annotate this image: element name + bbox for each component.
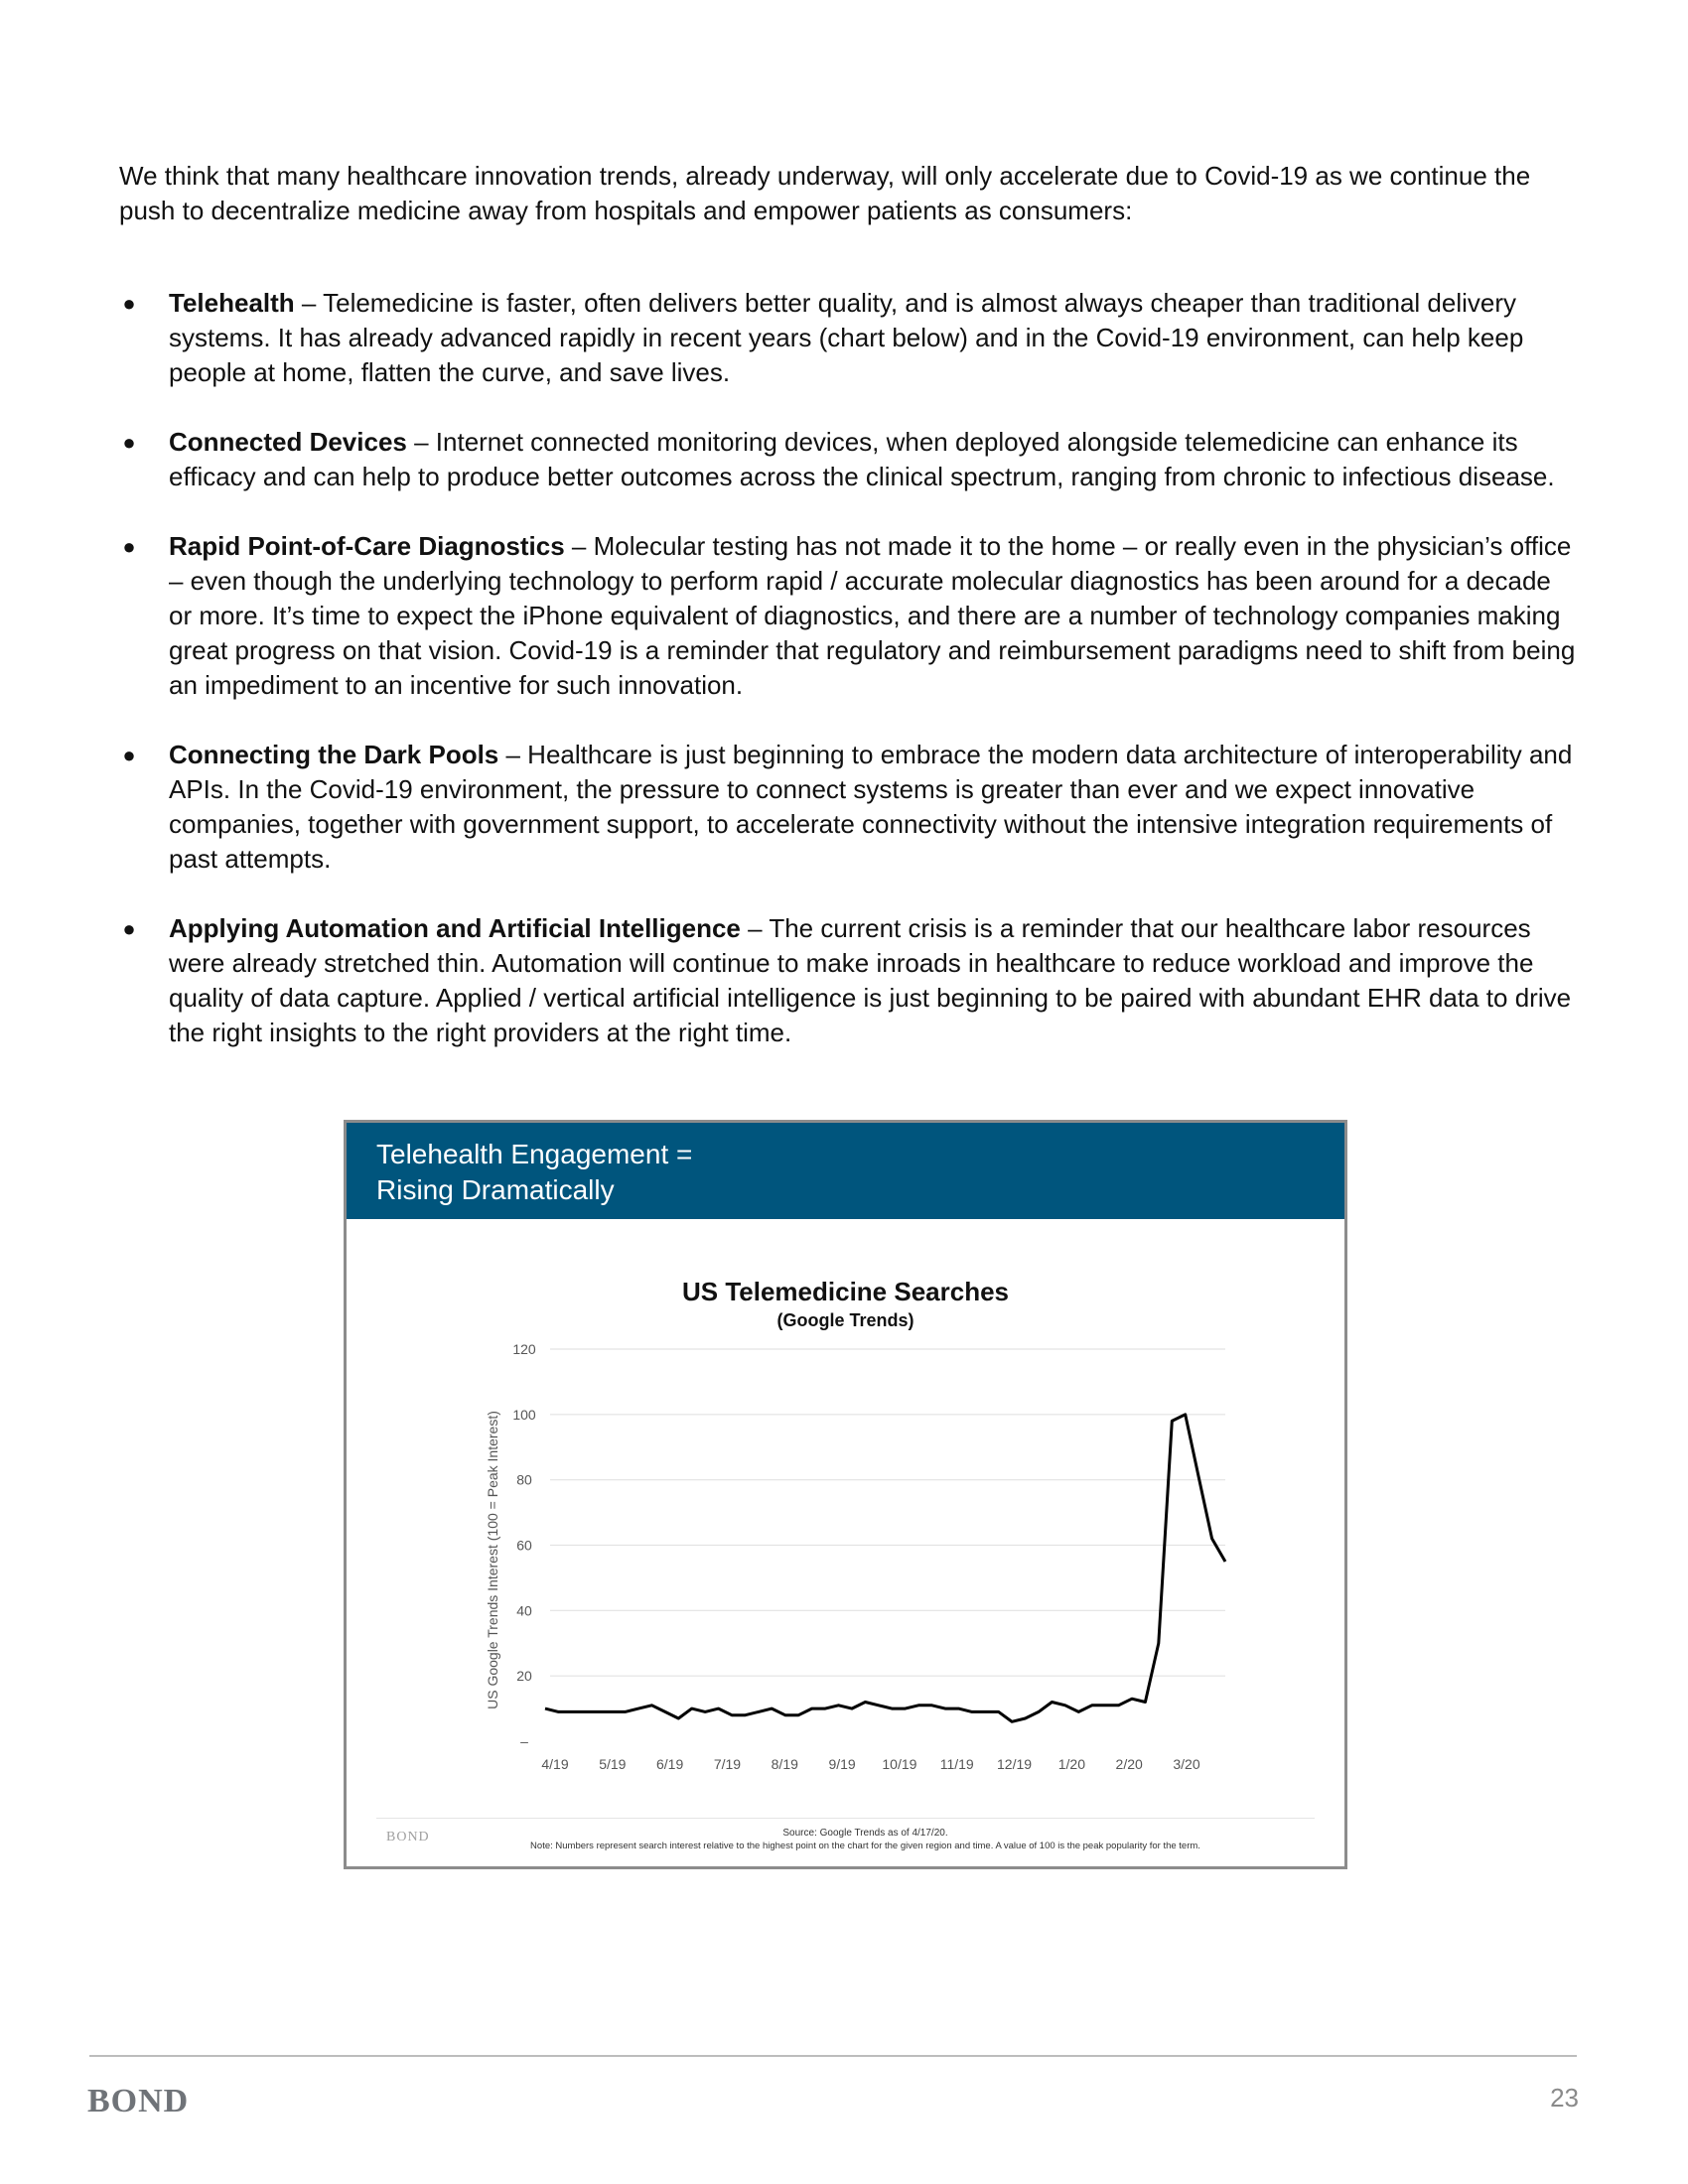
list-item	[119, 738, 1579, 877]
x-tick-label: 3/20	[1173, 1756, 1200, 1772]
y-tick-label: 60	[516, 1537, 532, 1554]
y-axis-label: US Google Trends Interest (100 = Peak Interest)	[485, 1411, 500, 1709]
x-tick-label: 7/19	[713, 1756, 742, 1772]
bullet-text: – Telemedicine is faster, often delivers better quality, and is almost always cheaper than traditional delivery systems. It has already advanced rapidly in recent years (chart below) and in the Covid-19 environment, can help keep people at home, flatten the curve, and save lives.	[169, 288, 1524, 387]
bullet-icon: ●	[122, 743, 136, 767]
bullet-text: – Healthcare is just beginning to embrace the modern data architecture of interoperability and APIs. In the Covid-19 environment, the pressure to connect systems is greater than ever and we expect innovative companies, together with government support, to accelerate connectivity without the intensive integration requirements of past attempts.	[169, 740, 1573, 874]
chart-footer-logo: BOND	[386, 1830, 430, 1844]
x-tick-label: 9/19	[828, 1756, 856, 1772]
bullet-icon: ●	[122, 430, 136, 455]
y-tick-label: 40	[516, 1602, 532, 1619]
x-tick-label: 6/19	[656, 1756, 684, 1772]
bullet-title: Applying Automation and Artificial Intelligence	[169, 913, 741, 943]
bullet-title: Connecting the Dark Pools	[169, 740, 499, 769]
x-tick-label: 5/19	[599, 1756, 627, 1772]
chart-footer-divider	[376, 1818, 1315, 1819]
chart-source: Source: Google Trends as of 4/17/20.	[782, 1828, 948, 1839]
chart-note: Note: Numbers represent search interest relative to the highest point on the chart for the given region and time. A value of 100 is the peak popularity for the term.	[530, 1841, 1200, 1851]
line-chart	[347, 1123, 1344, 1866]
telehealth-chart-card	[344, 1120, 1347, 1869]
list-item	[119, 286, 1579, 390]
bullet-title: Rapid Point-of-Care Diagnostics	[169, 531, 565, 561]
x-tick-label: 10/19	[882, 1756, 917, 1772]
footer-logo: BOND	[87, 2083, 190, 2119]
innovation-trends-list	[119, 286, 1579, 1085]
list-item	[119, 425, 1579, 494]
bullet-title: Connected Devices	[169, 427, 407, 457]
bullet-title: Telehealth	[169, 288, 295, 318]
bullet-text: – Molecular testing has not made it to the home – or really even in the physician’s office – even though the underlying technology to perform rapid / accurate molecular diagnostics has been around for a decade or more. It’s time to expect the iPhone equivalent of diagnostics, and there are a number of technology companies making great progress on that vision. Covid-19 is a reminder that regulatory and reimbursement paradigms need to shift from being an impediment to an incentive for such innovation.	[169, 531, 1576, 700]
bullet-text: – The current crisis is a reminder that our healthcare labor resources were already stretched thin. Automation will continue to make inroads in healthcare to reduce workload and improve the quality of data capture. Applied / vertical artificial intelligence is just beginning to be paired with abundant EHR data to drive the right insights to the right providers at the right time.	[169, 913, 1572, 1047]
x-tick-label: 1/20	[1057, 1756, 1085, 1772]
y-tick-label: –	[520, 1733, 528, 1749]
chart-card-header-line1: Telehealth Engagement =	[376, 1139, 693, 1169]
bullet-icon: ●	[122, 916, 136, 941]
bullet-icon: ●	[122, 534, 136, 559]
list-item	[119, 529, 1579, 703]
footer-divider	[89, 2055, 1577, 2057]
y-tick-label: 20	[516, 1668, 532, 1685]
chart-title: US Telemedicine Searches	[681, 1277, 1009, 1306]
x-tick-label: 12/19	[997, 1756, 1033, 1772]
chart-subtitle: (Google Trends)	[776, 1310, 914, 1330]
bullet-text: – Internet connected monitoring devices, when deployed alongside telemedicine can enhance its efficacy and can help to produce better outcomes across the clinical spectrum, ranging from chronic to infectious disease.	[169, 427, 1555, 491]
page-number: 23	[1550, 2083, 1579, 2113]
list-item	[119, 911, 1579, 1050]
x-tick-label: 11/19	[939, 1756, 974, 1772]
x-tick-label: 4/19	[541, 1756, 569, 1772]
x-tick-label: 2/20	[1115, 1756, 1143, 1772]
y-tick-label: 100	[512, 1406, 536, 1423]
x-tick-label: 8/19	[771, 1756, 798, 1772]
y-tick-label: 80	[516, 1471, 532, 1488]
intro-paragraph: We think that many healthcare innovation trends, already underway, will only accelerate due to Covid-19 as we continue the push to decentralize medicine away from hospitals and empower patients as consumers:	[119, 161, 1531, 225]
bullet-icon: ●	[122, 291, 136, 316]
chart-card-header-line2: Rising Dramatically	[376, 1174, 615, 1205]
y-tick-label: 120	[512, 1341, 536, 1357]
